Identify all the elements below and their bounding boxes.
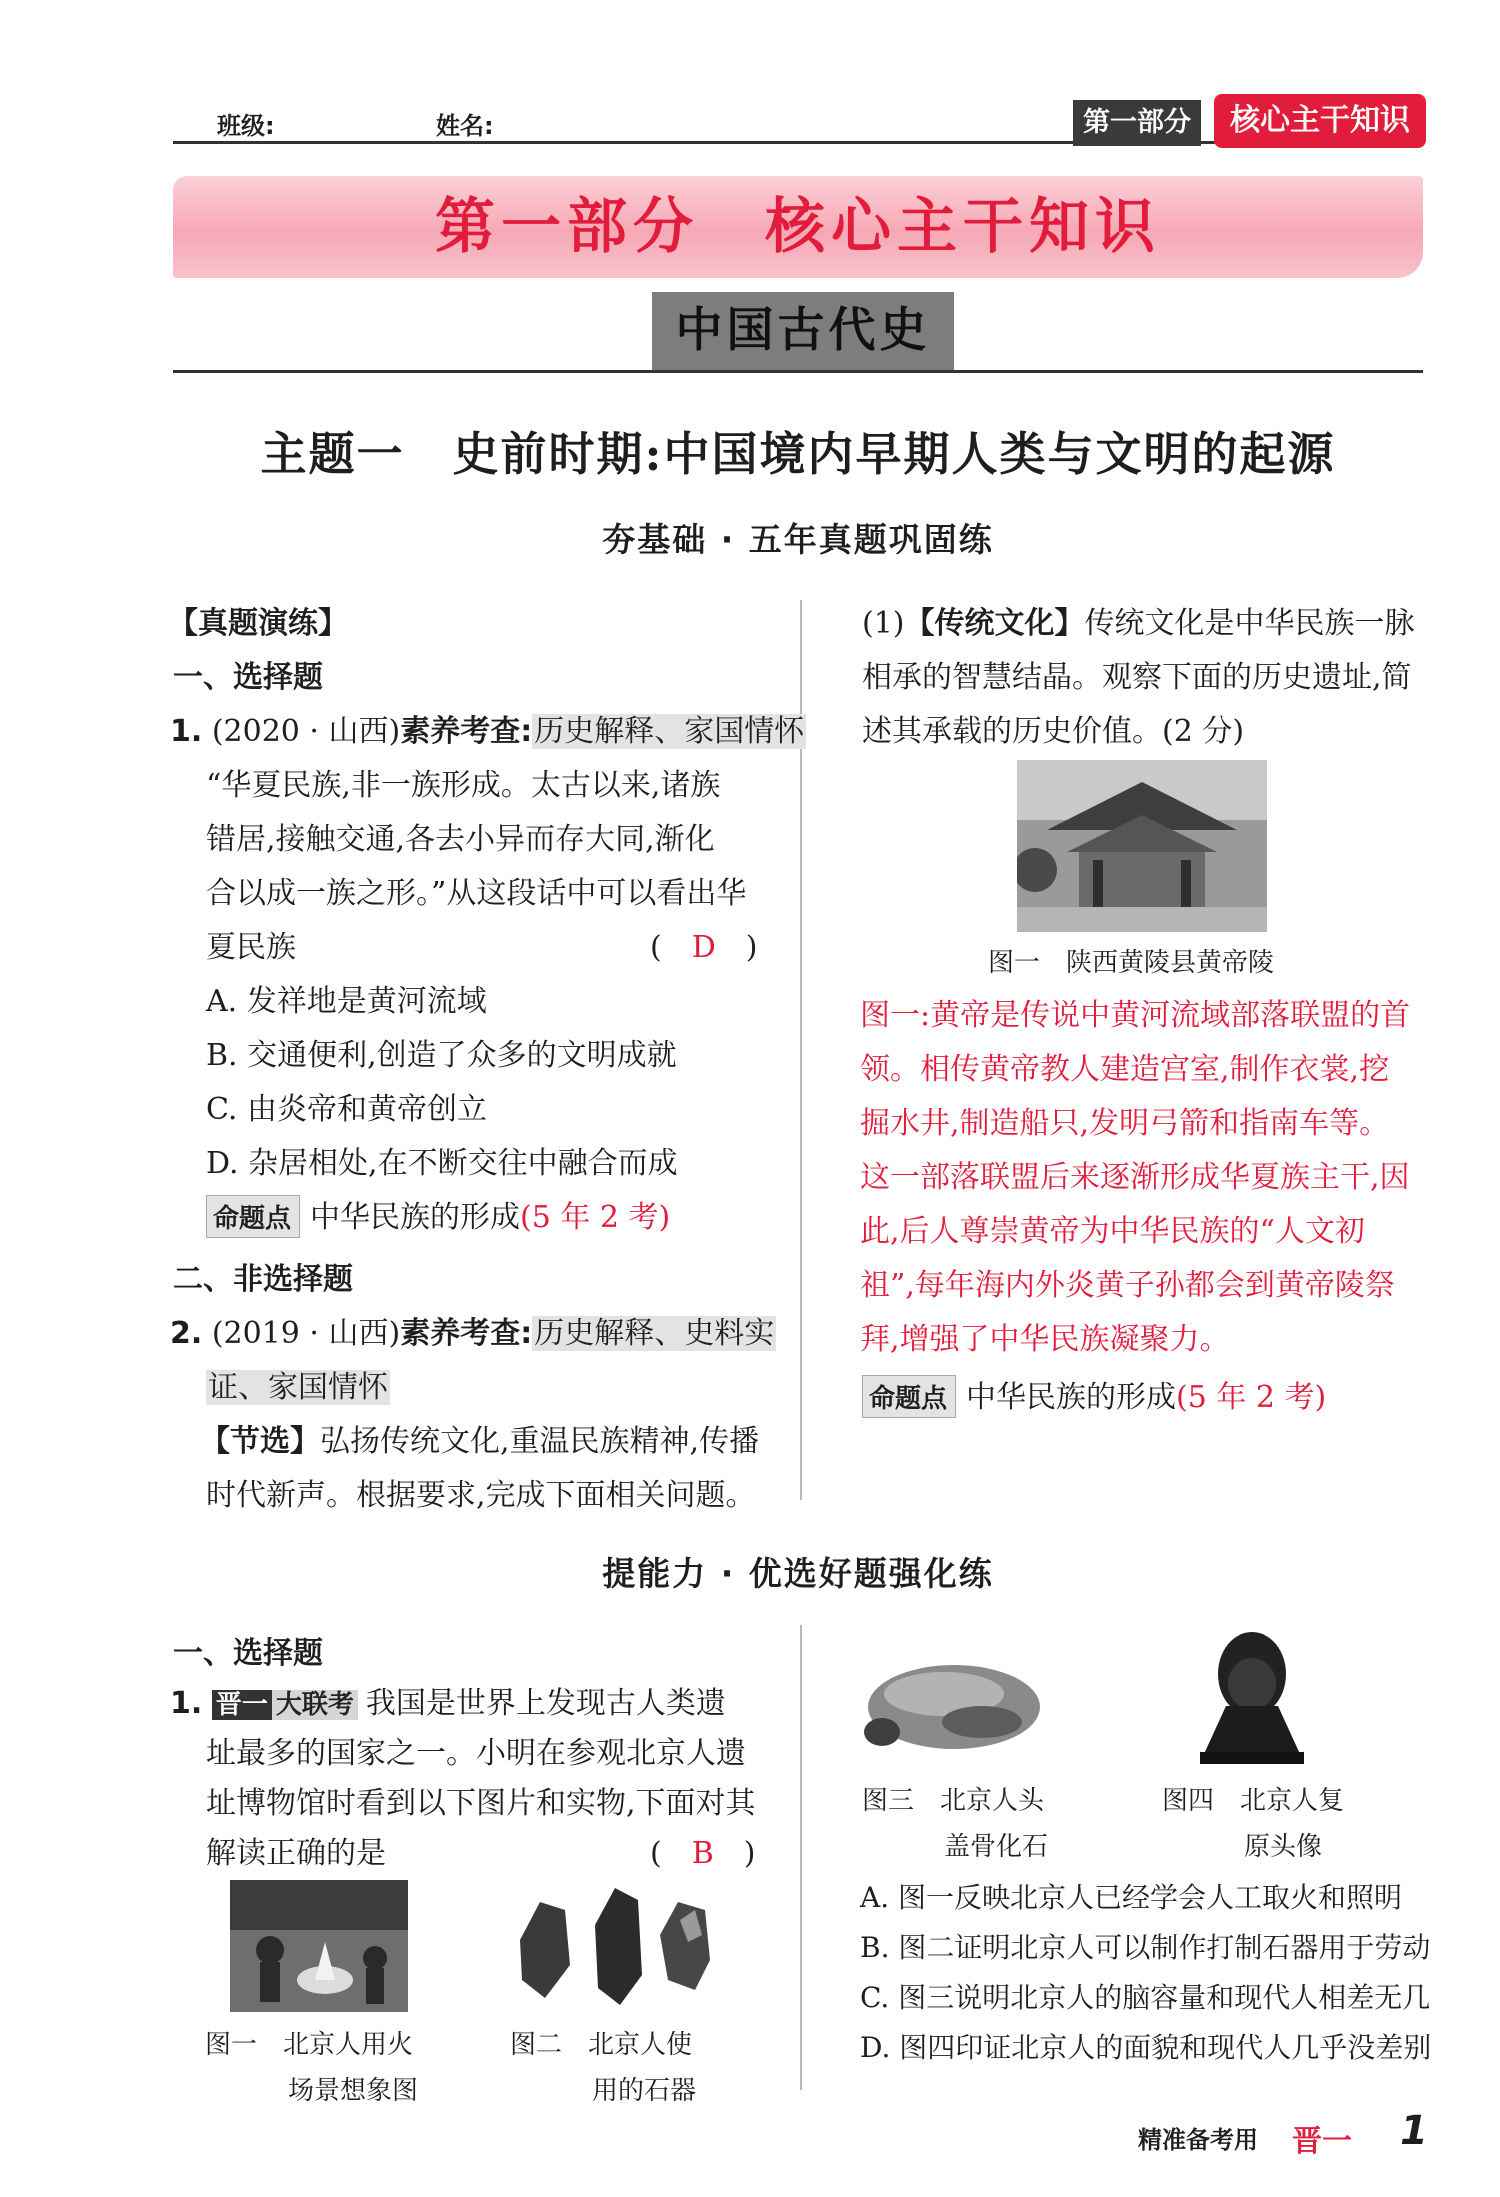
q1-quality-label: 素养考查: bbox=[400, 714, 533, 749]
q2-part1-text-1: 传统文化是中华民族一脉 bbox=[1084, 606, 1415, 641]
fig1-fire-caption-1: 图一 北京人用火 bbox=[205, 2030, 414, 2060]
footer-brand: 晋一 bbox=[1292, 2124, 1352, 2159]
q2-part1-line-2: 相承的智慧结晶。观察下面的历史遗址,简 bbox=[862, 660, 1412, 695]
q1-stem-line-4: 合以成一族之形。”从这段话中可以看出华 bbox=[206, 876, 747, 911]
class-label: 班级: bbox=[217, 112, 275, 140]
q1-option-d: D. 杂居相处,在不断交往中融合而成 bbox=[206, 1146, 678, 1181]
s2-q1-badge-exam: 大联考 bbox=[272, 1690, 358, 1720]
q1-stem-line-5: 夏民族 bbox=[206, 930, 296, 965]
q2-part1-line-1 bbox=[862, 598, 1415, 642]
q2-source: (2019 · 山西) bbox=[211, 1316, 401, 1351]
s2-q1-badge-brand: 晋一 bbox=[212, 1690, 272, 1720]
page-number: 1 bbox=[1400, 2108, 1428, 2154]
q2-intro-bracket: 【节选】 bbox=[200, 1424, 320, 1459]
q2-knowledge-point bbox=[862, 1372, 1326, 1418]
real-exercise-heading: 【真题演练】 bbox=[168, 606, 348, 641]
q2-part1-tag: 【传统文化】 bbox=[904, 606, 1085, 641]
peking-man-fire-scene-image bbox=[230, 1880, 408, 2012]
name-label: 姓名: bbox=[436, 112, 494, 140]
q1-stem-line-1 bbox=[170, 706, 806, 750]
fig2-tools-caption-2: 用的石器 bbox=[592, 2076, 697, 2106]
section-title-ability: 提能力 · 优选好题强化练 bbox=[602, 1554, 994, 1593]
q1-source: (2020 · 山西) bbox=[211, 714, 401, 749]
q2-quality-text-2: 证、家国情怀 bbox=[208, 1370, 388, 1405]
q2-stem-line-1 bbox=[170, 1308, 776, 1352]
fig1-huangdi-caption: 图一 陕西黄陵县黄帝陵 bbox=[988, 948, 1275, 978]
footer-text: 精准备考用 bbox=[1138, 2126, 1258, 2154]
q1-option-c: C. 由炎帝和黄帝创立 bbox=[206, 1092, 487, 1127]
choice-heading-2: 一、选择题 bbox=[173, 1636, 323, 1671]
q1-answer: D bbox=[691, 930, 716, 965]
core-tag: 核心主干知识 bbox=[1214, 94, 1426, 148]
s2-q1-option-a: A. 图一反映北京人已经学会人工取火和照明 bbox=[860, 1881, 1403, 1914]
q2-answer-line-6: 祖”,每年海内外炎黄子孙都会到黄帝陵祭 bbox=[860, 1268, 1395, 1303]
s2-q1-option-d: D. 图四印证北京人的面貌和现代人几乎没差别 bbox=[860, 2031, 1432, 2064]
s2-q1-stem-line-2: 址最多的国家之一。小明在参观北京人遗 bbox=[206, 1736, 746, 1771]
q1-number: 1. bbox=[170, 714, 203, 749]
s2-q1-answer: B bbox=[691, 1836, 714, 1871]
q2-quality-label: 素养考查: bbox=[400, 1316, 533, 1351]
q1-stem-line-2: “华夏民族,非一族形成。太古以来,诸族 bbox=[206, 768, 721, 803]
fig1-fire-caption-2: 场景想象图 bbox=[288, 2076, 419, 2106]
choice-heading: 一、选择题 bbox=[173, 660, 323, 695]
stone-tools-image bbox=[510, 1880, 715, 2008]
s2-q1-option-c: C. 图三说明北京人的脑容量和现代人相差无几 bbox=[860, 1981, 1431, 2014]
q2-kp-freq: (5 年 2 考) bbox=[1176, 1380, 1327, 1415]
q1-kp-label: 命题点 bbox=[206, 1195, 300, 1238]
banner-title: 第一部分 核心主干知识 bbox=[435, 192, 1161, 262]
huangdi-mausoleum-photo bbox=[1017, 760, 1267, 932]
fig3-skull-caption-1: 图三 北京人头 bbox=[862, 1786, 1045, 1816]
q1-knowledge-point bbox=[206, 1192, 670, 1238]
s2-q1-stem-line-3: 址博物馆时看到以下图片和实物,下面对其 bbox=[206, 1786, 756, 1821]
fig4-bust-caption-2: 原头像 bbox=[1244, 1832, 1323, 1862]
column-divider-2 bbox=[800, 1625, 802, 2090]
fig4-bust-caption-1: 图四 北京人复 bbox=[1162, 1786, 1345, 1816]
q2-intro-line-1 bbox=[200, 1416, 759, 1460]
q1-answer-bracket: ( D ) bbox=[650, 930, 758, 965]
q2-kp-label: 命题点 bbox=[862, 1375, 956, 1418]
q2-part1-line-3: 述其承载的历史价值。(2 分) bbox=[862, 714, 1245, 749]
nonchoice-heading: 二、非选择题 bbox=[173, 1262, 353, 1297]
q2-answer-line-5: 此,后人尊崇黄帝为中华民族的“人文初 bbox=[860, 1214, 1365, 1249]
fig2-tools-caption-1: 图二 北京人使 bbox=[510, 2030, 693, 2060]
topic-title: 主题一 史前时期:中国境内早期人类与文明的起源 bbox=[260, 427, 1336, 481]
q2-part1-num: (1) bbox=[862, 606, 905, 641]
s2-q1-answer-bracket: ( B ) bbox=[650, 1836, 756, 1871]
q1-kp-text: 中华民族的形成 bbox=[310, 1200, 521, 1235]
q2-intro-line-2: 时代新声。根据要求,完成下面相关问题。 bbox=[206, 1478, 756, 1513]
era-title: 中国古代史 bbox=[652, 292, 954, 370]
s2-q1-text-1: 我国是世界上发现古人类遗 bbox=[365, 1686, 726, 1721]
s2-q1-number: 1. bbox=[170, 1686, 203, 1721]
q1-option-a: A. 发祥地是黄河流域 bbox=[206, 984, 487, 1019]
q2-answer-line-7: 拜,增强了中华民族凝聚力。 bbox=[860, 1322, 1230, 1357]
q2-answer-line-1: 图一:黄帝是传说中黄河流域部落联盟的首 bbox=[860, 998, 1411, 1033]
q2-kp-text: 中华民族的形成 bbox=[966, 1380, 1177, 1415]
skull-fossil-image bbox=[862, 1652, 1042, 1760]
s2-q1-stem-line-4: 解读正确的是 bbox=[206, 1836, 386, 1871]
restored-head-bust-image bbox=[1192, 1626, 1310, 1766]
q2-intro-text-1: 弘扬传统文化,重温民族精神,传播 bbox=[320, 1424, 760, 1459]
q2-answer-line-2: 领。相传黄帝教人建造宫室,制作衣裳,挖 bbox=[860, 1052, 1390, 1087]
q1-quality-text: 历史解释、家国情怀 bbox=[534, 714, 805, 749]
q1-kp-freq: (5 年 2 考) bbox=[520, 1200, 671, 1235]
q2-quality-text-1: 历史解释、史料实 bbox=[534, 1316, 775, 1351]
s2-q1-stem-line-1 bbox=[170, 1678, 726, 1722]
q1-option-b: B. 交通便利,创造了众多的文明成就 bbox=[206, 1038, 677, 1073]
era-rule bbox=[173, 370, 1423, 373]
q2-answer-line-4: 这一部落联盟后来逐渐形成华夏族主干,因 bbox=[860, 1160, 1410, 1195]
q2-stem-line-2 bbox=[206, 1362, 390, 1406]
s2-q1-option-b: B. 图二证明北京人可以制作打制石器用于劳动 bbox=[860, 1931, 1431, 1964]
q2-answer-line-3: 掘水井,制造船只,发明弓箭和指南车等。 bbox=[860, 1106, 1390, 1141]
q2-number: 2. bbox=[170, 1316, 203, 1351]
part-tag: 第一部分 bbox=[1073, 100, 1201, 146]
fig3-skull-caption-2: 盖骨化石 bbox=[944, 1832, 1049, 1862]
q1-stem-line-3: 错居,接触交通,各去小异而存大同,渐化 bbox=[206, 822, 715, 857]
section-title-basic: 夯基础 · 五年真题巩固练 bbox=[602, 520, 994, 559]
